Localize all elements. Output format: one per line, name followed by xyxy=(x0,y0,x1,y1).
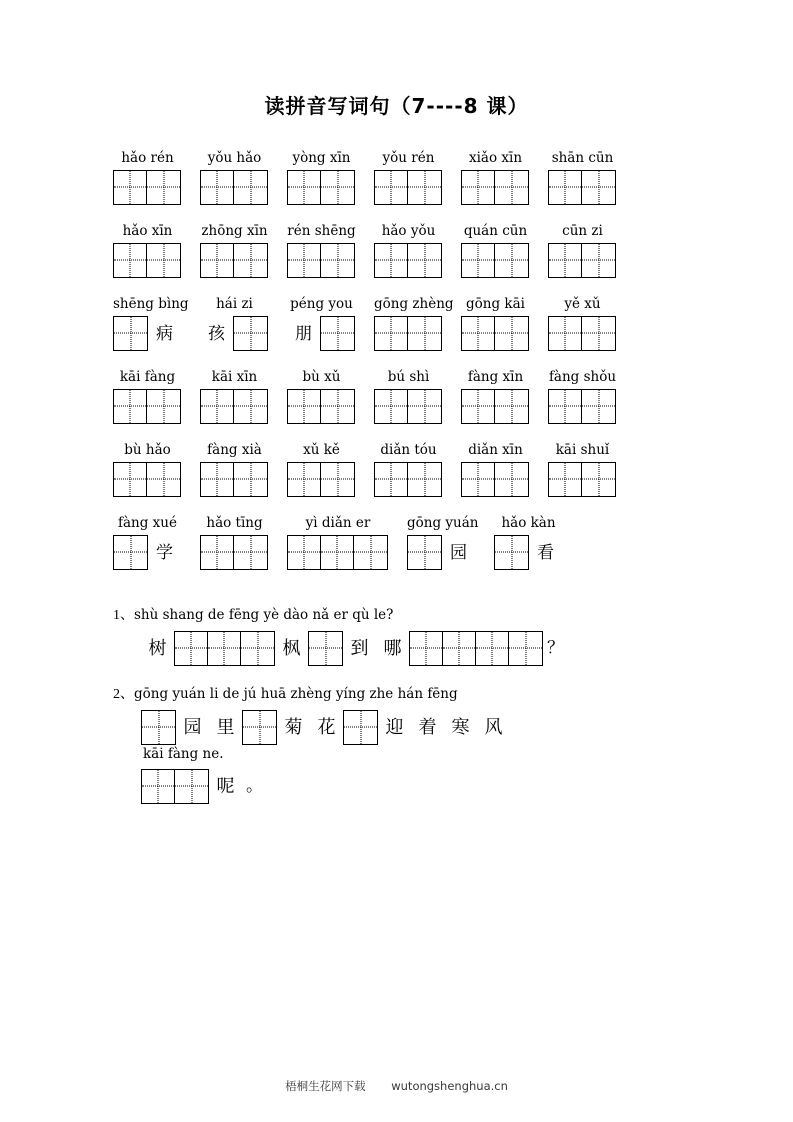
writing-box[interactable] xyxy=(582,317,615,350)
pinyin-word: kāi fàng xyxy=(119,369,176,385)
pinyin-line xyxy=(113,292,753,312)
writing-box[interactable] xyxy=(114,536,147,569)
writing-box[interactable] xyxy=(147,463,180,496)
writing-box[interactable] xyxy=(201,244,234,277)
sentence-pinyin: gōng yuán li de jú huā zhèng yíng zhe hán fēng xyxy=(134,686,458,702)
printed-character: 菊 xyxy=(284,716,303,738)
pinyin-word: kāi shuǐ xyxy=(555,442,610,458)
tianzige-grid[interactable] xyxy=(113,535,148,570)
pinyin-word: xiǎo xīn xyxy=(468,150,523,166)
printed-character: 枫 xyxy=(282,637,301,659)
sentence-pinyin-line xyxy=(113,683,753,703)
pinyin-word: yòng xīn xyxy=(292,150,351,166)
writing-box[interactable] xyxy=(234,317,267,350)
tianzige-grid[interactable] xyxy=(113,316,148,351)
word-answer-group xyxy=(287,389,356,424)
pinyin-word: fàng xīn xyxy=(467,369,524,385)
answer-line xyxy=(113,242,753,278)
pinyin-word: yǒu hǎo xyxy=(207,150,262,166)
word-answer-group xyxy=(287,316,356,351)
tianzige-grid[interactable] xyxy=(113,462,181,497)
writing-box[interactable] xyxy=(243,711,276,744)
writing-box[interactable] xyxy=(408,390,441,423)
pinyin-word: gōng zhèng xyxy=(374,296,454,312)
writing-box[interactable] xyxy=(582,244,615,277)
writing-box[interactable] xyxy=(549,244,582,277)
writing-box[interactable] xyxy=(309,632,342,665)
writing-box[interactable] xyxy=(375,390,408,423)
writing-box[interactable] xyxy=(495,463,528,496)
tianzige-grid[interactable] xyxy=(548,170,616,205)
word-answer-group xyxy=(461,243,530,278)
writing-box[interactable] xyxy=(234,463,267,496)
tianzige-grid[interactable] xyxy=(200,243,268,278)
word-answer-group xyxy=(461,170,530,205)
pinyin-word: cūn zi xyxy=(562,223,603,239)
writing-box[interactable] xyxy=(142,711,175,744)
word-answer-group xyxy=(548,316,617,351)
answer-line xyxy=(113,534,753,570)
writing-box[interactable] xyxy=(321,317,354,350)
pinyin-word: fàng shǒu xyxy=(548,369,617,385)
pinyin-word: fàng xué xyxy=(118,515,177,531)
writing-box[interactable] xyxy=(408,171,441,204)
word-answer-group xyxy=(548,389,617,424)
word-answer-group xyxy=(113,389,182,424)
tianzige-grid[interactable] xyxy=(242,710,277,745)
pinyin-word: bú shì xyxy=(387,369,430,385)
printed-character: 到 xyxy=(350,637,369,659)
writing-box[interactable] xyxy=(495,536,528,569)
word-answer-group xyxy=(374,462,443,497)
writing-box[interactable] xyxy=(288,463,321,496)
tianzige-grid[interactable] xyxy=(287,535,388,570)
tianzige-grid[interactable] xyxy=(374,243,442,278)
tianzige-grid[interactable] xyxy=(308,631,343,666)
sentence-number: 2、 xyxy=(113,687,134,702)
pinyin-word: xǔ kě xyxy=(303,442,340,458)
writing-box[interactable] xyxy=(114,171,147,204)
tianzige-grid[interactable] xyxy=(320,316,355,351)
printed-character: 病 xyxy=(156,323,173,344)
pinyin-word: bù xǔ xyxy=(302,369,341,385)
writing-box[interactable] xyxy=(462,317,495,350)
answer-line xyxy=(113,461,753,497)
printed-character: 看 xyxy=(537,542,554,563)
writing-box[interactable] xyxy=(201,171,234,204)
pinyin-word: bù hǎo xyxy=(124,442,171,458)
tianzige-grid[interactable] xyxy=(141,710,176,745)
writing-box[interactable] xyxy=(321,463,354,496)
pinyin-word: fàng xià xyxy=(207,442,262,458)
word-answer-group xyxy=(200,316,269,351)
tianzige-grid[interactable] xyxy=(461,243,529,278)
tianzige-grid[interactable] xyxy=(287,389,355,424)
writing-box[interactable] xyxy=(288,390,321,423)
tianzige-grid[interactable] xyxy=(374,462,442,497)
word-answer-group xyxy=(200,243,269,278)
tianzige-grid[interactable] xyxy=(461,389,529,424)
tianzige-grid[interactable] xyxy=(200,389,268,424)
word-answer-group xyxy=(200,389,269,424)
footer xyxy=(0,1078,793,1094)
word-answer-group xyxy=(548,462,617,497)
writing-box[interactable] xyxy=(582,171,615,204)
word-answer-group xyxy=(113,462,182,497)
tianzige-grid[interactable] xyxy=(461,170,529,205)
tianzige-grid[interactable] xyxy=(233,316,268,351)
tianzige-grid[interactable] xyxy=(374,389,442,424)
writing-box[interactable] xyxy=(495,390,528,423)
word-answer-group xyxy=(113,316,182,351)
sentence-pinyin: shù shang de fēng yè dào nǎ er qù le? xyxy=(134,607,394,623)
pinyin-word: diǎn tóu xyxy=(380,442,437,458)
tianzige-grid[interactable] xyxy=(374,170,442,205)
tianzige-grid[interactable] xyxy=(343,710,378,745)
writing-box[interactable] xyxy=(443,632,476,665)
tianzige-grid[interactable] xyxy=(287,170,355,205)
tianzige-grid[interactable] xyxy=(494,535,529,570)
tianzige-grid[interactable] xyxy=(113,243,181,278)
pinyin-line xyxy=(113,511,753,531)
writing-box[interactable] xyxy=(288,171,321,204)
pinyin-word: hǎo yǒu xyxy=(381,223,436,239)
word-row xyxy=(113,292,753,351)
printed-character: 风 xyxy=(484,716,503,738)
writing-box[interactable] xyxy=(234,171,267,204)
footer-site-url: wutongshenghua.cn xyxy=(391,1079,508,1093)
pinyin-word: hǎo tīng xyxy=(206,515,263,531)
writing-box[interactable] xyxy=(354,536,387,569)
writing-box[interactable] xyxy=(208,632,241,665)
word-row xyxy=(113,219,753,278)
tianzige-grid[interactable] xyxy=(461,462,529,497)
word-answer-group xyxy=(200,170,269,205)
printed-character: 园 xyxy=(183,716,202,738)
writing-box[interactable] xyxy=(375,317,408,350)
word-answer-group xyxy=(287,462,356,497)
pinyin-word: yǒu rén xyxy=(382,150,435,166)
word-answer-group xyxy=(287,170,356,205)
tianzige-grid[interactable] xyxy=(200,535,268,570)
printed-character: 里 xyxy=(216,716,235,738)
writing-box[interactable] xyxy=(114,244,147,277)
word-answer-group xyxy=(374,316,443,351)
writing-box[interactable] xyxy=(408,244,441,277)
writing-box[interactable] xyxy=(549,463,582,496)
tianzige-grid[interactable] xyxy=(548,389,616,424)
writing-box[interactable] xyxy=(175,770,208,803)
printed-character: 寒 xyxy=(451,716,470,738)
tianzige-grid[interactable] xyxy=(200,462,268,497)
writing-box[interactable] xyxy=(462,390,495,423)
word-answer-group xyxy=(113,243,182,278)
sentence-answer-line xyxy=(113,767,753,805)
word-answer-group xyxy=(461,316,530,351)
punctuation-mark: ？ xyxy=(547,637,564,658)
pinyin-word: hǎo kàn xyxy=(501,515,556,531)
pinyin-word: gōng kāi xyxy=(466,296,525,312)
word-row xyxy=(113,365,753,424)
printed-character: 朋 xyxy=(295,323,312,344)
word-answer-group xyxy=(461,462,530,497)
writing-box[interactable] xyxy=(114,390,147,423)
writing-box[interactable] xyxy=(114,463,147,496)
tianzige-grid[interactable] xyxy=(287,462,355,497)
pinyin-line xyxy=(113,146,753,166)
writing-box[interactable] xyxy=(201,390,234,423)
writing-box[interactable] xyxy=(147,390,180,423)
word-answer-group xyxy=(548,243,617,278)
word-row xyxy=(113,146,753,205)
writing-box[interactable] xyxy=(175,632,208,665)
pinyin-word: hǎo rén xyxy=(121,150,174,166)
pinyin-word: péng you xyxy=(290,296,353,312)
word-answer-group xyxy=(200,462,269,497)
tianzige-grid[interactable] xyxy=(174,631,275,666)
pinyin-word: yě xǔ xyxy=(564,296,601,312)
writing-box[interactable] xyxy=(321,536,354,569)
word-row xyxy=(113,511,753,570)
pinyin-word: hǎo xīn xyxy=(122,223,173,239)
word-practice-section xyxy=(0,146,793,570)
writing-box[interactable] xyxy=(142,770,175,803)
tianzige-grid[interactable] xyxy=(113,170,181,205)
writing-box[interactable] xyxy=(147,244,180,277)
writing-box[interactable] xyxy=(408,536,441,569)
writing-box[interactable] xyxy=(476,632,509,665)
writing-box[interactable] xyxy=(375,171,408,204)
writing-box[interactable] xyxy=(410,632,443,665)
sentence-answer-line xyxy=(113,629,753,667)
page-title: 读拼音写词句（7----8 课） xyxy=(264,94,529,118)
word-answer-group xyxy=(113,170,182,205)
sentence-group xyxy=(113,604,753,667)
writing-box[interactable] xyxy=(321,244,354,277)
printed-character: 迎 xyxy=(385,716,404,738)
pinyin-word: zhōng xīn xyxy=(201,223,268,239)
writing-box[interactable] xyxy=(375,463,408,496)
writing-box[interactable] xyxy=(234,390,267,423)
sentence-pinyin-continued: kāi fàng ne. xyxy=(143,746,224,762)
writing-box[interactable] xyxy=(375,244,408,277)
pinyin-word: kāi xīn xyxy=(211,369,258,385)
pinyin-word: yì diǎn er xyxy=(305,515,371,531)
pinyin-word: diǎn xīn xyxy=(468,442,523,458)
tianzige-grid[interactable] xyxy=(548,316,616,351)
printed-character: 呢 xyxy=(216,775,235,797)
pinyin-line xyxy=(113,219,753,239)
writing-box[interactable] xyxy=(549,171,582,204)
sentence-pinyin-line xyxy=(113,604,753,624)
word-answer-group xyxy=(374,389,443,424)
writing-box[interactable] xyxy=(344,711,377,744)
writing-box[interactable] xyxy=(582,390,615,423)
word-answer-group xyxy=(374,170,443,205)
printed-character: 树 xyxy=(148,637,167,659)
word-answer-group xyxy=(407,535,476,570)
word-answer-group xyxy=(200,535,269,570)
sentence-group xyxy=(113,683,753,805)
writing-box[interactable] xyxy=(495,244,528,277)
tianzige-grid[interactable] xyxy=(374,316,442,351)
sentence-number: 1、 xyxy=(113,608,134,623)
punctuation-mark: 。 xyxy=(246,775,263,796)
writing-box[interactable] xyxy=(288,536,321,569)
word-answer-group xyxy=(461,389,530,424)
pinyin-line xyxy=(113,438,753,458)
tianzige-grid[interactable] xyxy=(548,243,616,278)
pinyin-word: gōng yuán xyxy=(407,515,479,531)
word-answer-group xyxy=(113,535,182,570)
writing-box[interactable] xyxy=(549,317,582,350)
writing-box[interactable] xyxy=(495,171,528,204)
printed-character: 哪 xyxy=(383,637,402,659)
footer-site-name: 梧桐生花网下载 xyxy=(285,1079,366,1093)
writing-box[interactable] xyxy=(321,171,354,204)
answer-line xyxy=(113,388,753,424)
pinyin-line xyxy=(113,365,753,385)
tianzige-grid[interactable] xyxy=(407,535,442,570)
writing-box[interactable] xyxy=(114,317,147,350)
pinyin-word: quán cūn xyxy=(463,223,528,239)
writing-box[interactable] xyxy=(321,390,354,423)
writing-box[interactable] xyxy=(234,536,267,569)
tianzige-grid[interactable] xyxy=(409,631,543,666)
tianzige-grid[interactable] xyxy=(287,243,355,278)
writing-box[interactable] xyxy=(582,463,615,496)
writing-box[interactable] xyxy=(462,463,495,496)
writing-box[interactable] xyxy=(408,463,441,496)
printed-character: 孩 xyxy=(208,323,225,344)
writing-box[interactable] xyxy=(201,536,234,569)
word-row xyxy=(113,438,753,497)
pinyin-word: rén shēng xyxy=(287,223,356,239)
writing-box[interactable] xyxy=(509,632,542,665)
answer-line xyxy=(113,169,753,205)
writing-box[interactable] xyxy=(549,390,582,423)
writing-box[interactable] xyxy=(234,244,267,277)
writing-box[interactable] xyxy=(241,632,274,665)
writing-box[interactable] xyxy=(462,171,495,204)
word-answer-group xyxy=(548,170,617,205)
writing-box[interactable] xyxy=(147,171,180,204)
writing-box[interactable] xyxy=(495,317,528,350)
writing-box[interactable] xyxy=(288,244,321,277)
pinyin-word: shān cūn xyxy=(551,150,614,166)
word-answer-group xyxy=(287,535,389,570)
writing-box[interactable] xyxy=(408,317,441,350)
sentence-practice-section xyxy=(0,604,793,805)
pinyin-word: shēng bìng xyxy=(113,296,189,312)
writing-box[interactable] xyxy=(201,463,234,496)
word-answer-group xyxy=(287,243,356,278)
sentence-answer-line xyxy=(113,708,753,746)
printed-character: 园 xyxy=(450,542,467,563)
printed-character: 着 xyxy=(418,716,437,738)
tianzige-grid[interactable] xyxy=(548,462,616,497)
writing-box[interactable] xyxy=(462,244,495,277)
printed-character: 花 xyxy=(317,716,336,738)
tianzige-grid[interactable] xyxy=(200,170,268,205)
tianzige-grid[interactable] xyxy=(113,389,181,424)
word-answer-group xyxy=(374,243,443,278)
tianzige-grid[interactable] xyxy=(461,316,529,351)
answer-line xyxy=(113,315,753,351)
word-answer-group xyxy=(494,535,563,570)
pinyin-word: hái zi xyxy=(216,296,253,312)
printed-character: 学 xyxy=(156,542,173,563)
tianzige-grid[interactable] xyxy=(141,769,209,804)
